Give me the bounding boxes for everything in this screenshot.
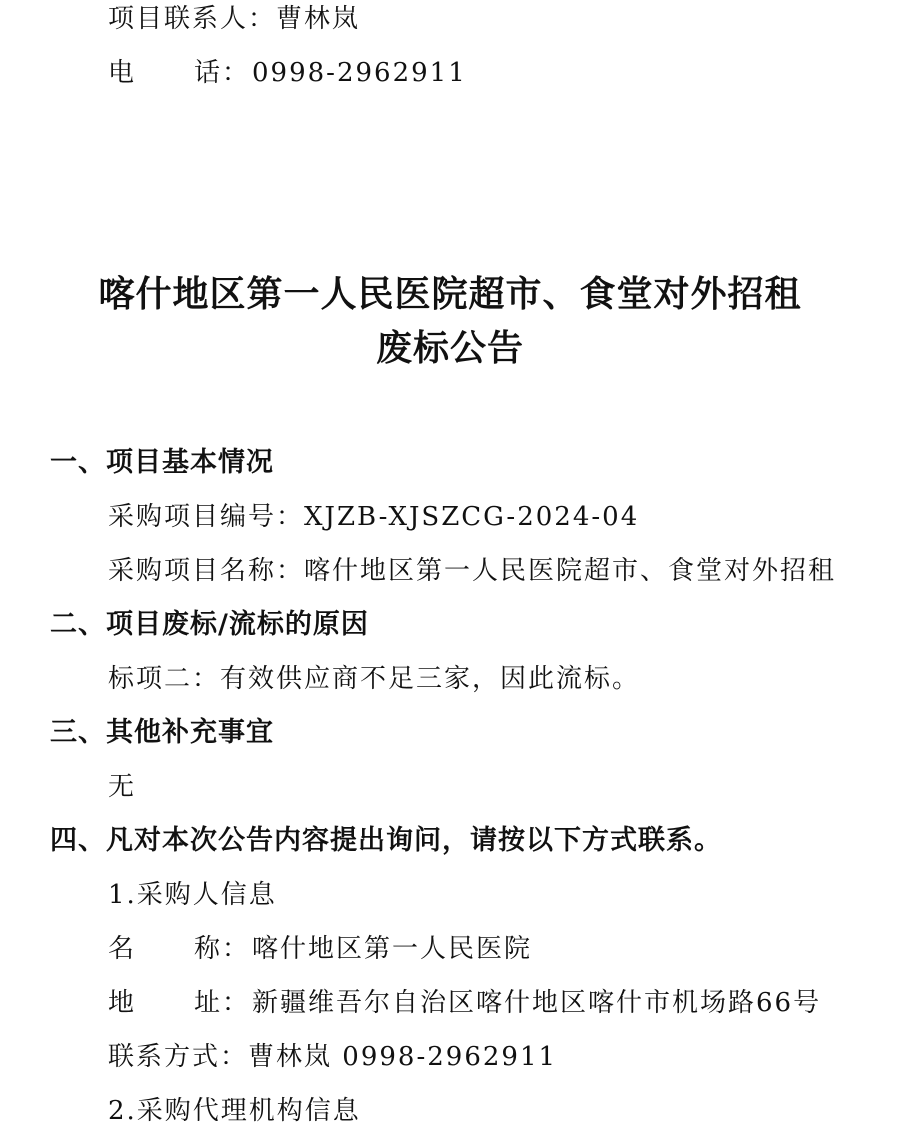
purchaser-name [108, 932, 532, 966]
purchaser-name-value: 喀什地区第一人民医院 [252, 934, 533, 964]
top-contact-person [108, 2, 360, 36]
agency-heading: 2.采购代理机构信息 [108, 1096, 361, 1126]
purchaser-address-label-first: 地 [108, 988, 137, 1018]
phone-value: 0998-2962911 [252, 58, 467, 88]
purchaser-name-label-first: 名 [108, 934, 137, 964]
project-name-label: 采购项目名称： [108, 556, 305, 586]
project-code [108, 500, 639, 534]
purchaser-address [108, 986, 821, 1020]
phone-label-second: 话： [194, 58, 251, 88]
phone-label-first: 电 [108, 58, 137, 88]
project-code-label: 采购项目编号： [108, 502, 305, 532]
failure-reason: 标项二：有效供应商不足三家，因此流标。 [108, 664, 641, 694]
purchaser-address-value: 新疆维吾尔自治区喀什地区喀什市机场路66号 [252, 988, 822, 1018]
contact-person-value: 曹林岚 [276, 4, 361, 34]
purchaser-contact-label: 联系方式： [108, 1042, 249, 1072]
contact-person-label: 项目联系人： [108, 4, 277, 34]
section4-heading: 四、凡对本次公告内容提出询问，请按以下方式联系。 [50, 825, 722, 856]
page-title-line1: 喀什地区第一人民医院超市、食堂对外招租 [98, 274, 802, 315]
project-name [108, 554, 836, 588]
purchaser-name-label-second: 称： [194, 934, 251, 964]
project-name-value: 喀什地区第一人民医院超市、食堂对外招租 [304, 556, 837, 586]
page-title-line2: 废标公告 [375, 328, 524, 369]
purchaser-contact [108, 1040, 557, 1074]
section2-heading: 二、项目废标/流标的原因 [50, 609, 369, 640]
project-code-value: XJZB-XJSZCG-2024-04 [304, 502, 640, 532]
section1-heading: 一、项目基本情况 [50, 447, 274, 478]
purchaser-address-label-second: 址： [194, 988, 251, 1018]
supplementary-content: 无 [108, 772, 137, 802]
purchaser-contact-value: 曹林岚 0998-2962911 [248, 1042, 558, 1072]
section3-heading: 三、其他补充事宜 [50, 717, 274, 748]
top-contact-phone [108, 56, 467, 90]
purchaser-heading: 1.采购人信息 [108, 880, 277, 910]
